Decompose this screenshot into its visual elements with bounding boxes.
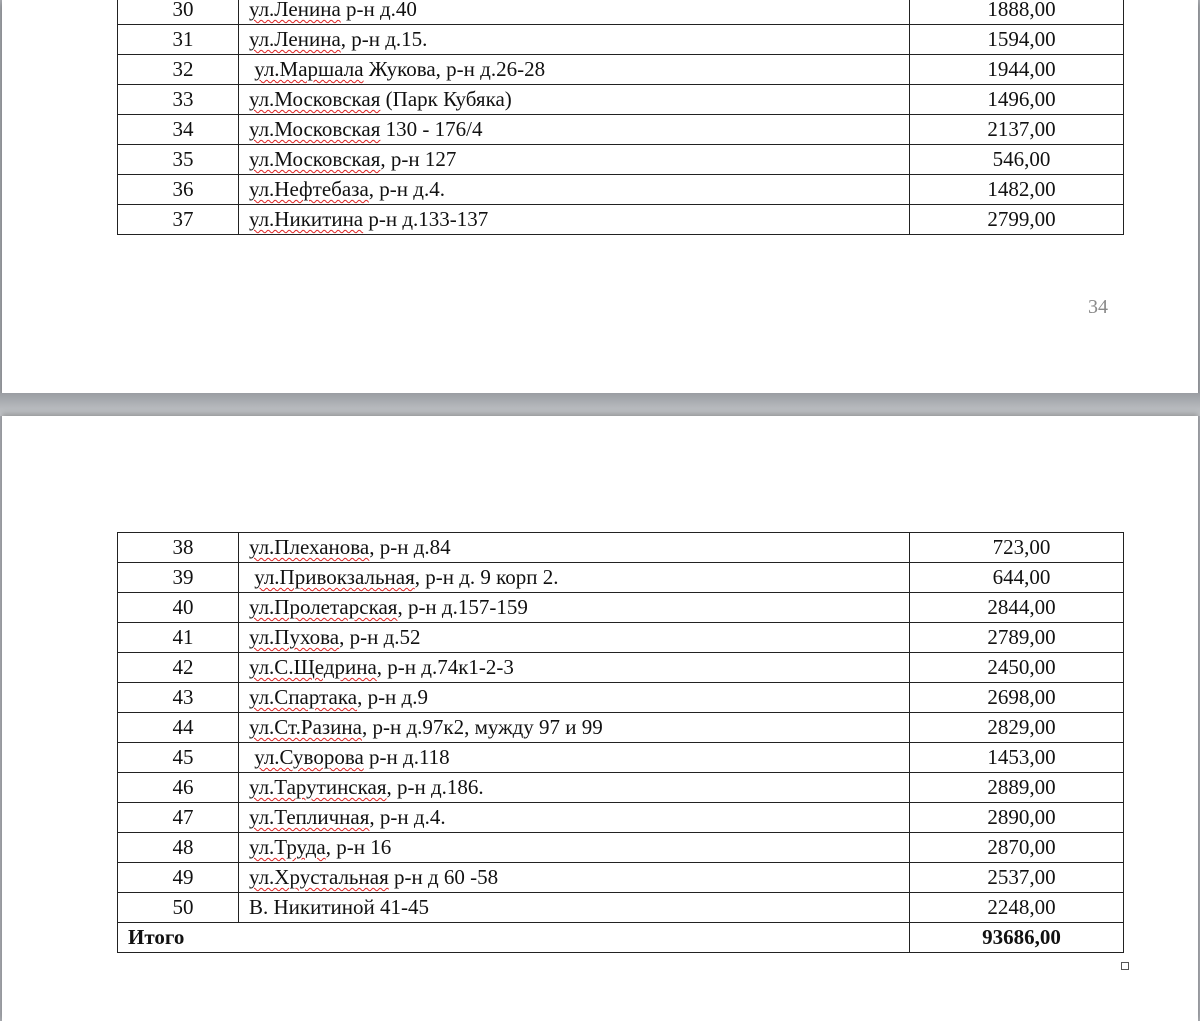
row-number: 50	[118, 893, 239, 923]
row-sum: 2829,00	[910, 713, 1124, 743]
row-address	[239, 893, 910, 923]
row-address	[239, 175, 910, 205]
address-rest: , р-н д.186.	[386, 775, 484, 799]
address-street: ул.Труда	[249, 835, 326, 859]
row-number: 44	[118, 713, 239, 743]
address-street: ул.Ленина	[249, 27, 341, 51]
address-street: ул.Ленина	[249, 0, 341, 21]
table-row	[118, 115, 1124, 145]
table-row	[118, 205, 1124, 235]
address-rest: , р-н д.74к1-2-3	[376, 655, 514, 679]
address-street: ул.Пролетарская	[249, 595, 398, 619]
address-street: ул.Маршала	[254, 57, 364, 81]
address-street: ул.Московская	[249, 87, 381, 111]
table-row	[118, 773, 1124, 803]
row-sum: 546,00	[910, 145, 1124, 175]
table-resize-handle[interactable]	[1121, 962, 1129, 970]
total-label: Итого	[118, 923, 910, 953]
address-rest: , р-н д.4.	[368, 177, 445, 201]
address-rest: р-н д.118	[363, 745, 450, 769]
address-rest: 130 - 176/4	[380, 117, 483, 141]
row-sum: 723,00	[910, 533, 1124, 563]
row-address	[239, 533, 910, 563]
address-rest: р-н д.40	[340, 0, 417, 21]
table-row	[118, 533, 1124, 563]
address-rest: р-н д.133-137	[363, 207, 489, 231]
row-sum: 1888,00	[910, 0, 1124, 25]
table-row	[118, 653, 1124, 683]
table-row	[118, 0, 1124, 25]
row-number: 39	[118, 563, 239, 593]
table-row	[118, 175, 1124, 205]
address-street: ул.Суворова	[254, 745, 364, 769]
table-row	[118, 85, 1124, 115]
row-number: 36	[118, 175, 239, 205]
address-rest: , р-н д. 9 корп 2.	[414, 565, 559, 589]
table-row	[118, 833, 1124, 863]
table-row	[118, 683, 1124, 713]
table-row	[118, 25, 1124, 55]
addresses-table-top	[117, 0, 1124, 235]
address-street: ул.С.Щедрина	[249, 655, 377, 679]
address-rest: , р-н д.84	[369, 535, 451, 559]
row-sum: 1453,00	[910, 743, 1124, 773]
row-number: 31	[118, 25, 239, 55]
row-address	[239, 563, 910, 593]
row-address	[239, 0, 910, 25]
address-street: ул.Московская	[249, 117, 381, 141]
row-address	[239, 683, 910, 713]
row-sum: 2698,00	[910, 683, 1124, 713]
address-street: ул.Тепличная	[249, 805, 370, 829]
row-address	[239, 85, 910, 115]
row-sum: 1482,00	[910, 175, 1124, 205]
row-address	[239, 25, 910, 55]
address-street: ул.Тарутинская	[249, 775, 387, 799]
row-address	[239, 205, 910, 235]
row-number: 47	[118, 803, 239, 833]
address-street: ул.Плеханова	[249, 535, 370, 559]
table-row	[118, 863, 1124, 893]
row-address	[239, 653, 910, 683]
table-body-top	[118, 0, 1124, 235]
address-rest: , р-н д.157-159	[397, 595, 528, 619]
address-rest: , р-н 16	[325, 835, 392, 859]
row-sum: 1594,00	[910, 25, 1124, 55]
table-row	[118, 593, 1124, 623]
row-number: 43	[118, 683, 239, 713]
row-sum: 2870,00	[910, 833, 1124, 863]
row-address	[239, 833, 910, 863]
row-sum: 2137,00	[910, 115, 1124, 145]
address-street: ул.Хрустальная	[249, 865, 389, 889]
row-address	[239, 145, 910, 175]
row-sum: 2248,00	[910, 893, 1124, 923]
total-sum: 93686,00	[910, 923, 1124, 953]
row-number: 41	[118, 623, 239, 653]
row-sum: 1944,00	[910, 55, 1124, 85]
address-rest: , р-н д.4.	[369, 805, 446, 829]
address-street: ул.Привокзальная	[254, 565, 415, 589]
row-address	[239, 803, 910, 833]
address-rest: (Парк Кубяка)	[380, 87, 512, 111]
table-row	[118, 145, 1124, 175]
row-number: 33	[118, 85, 239, 115]
address-rest: В. Никитиной 41-45	[249, 895, 429, 919]
row-number: 34	[118, 115, 239, 145]
row-sum: 2799,00	[910, 205, 1124, 235]
row-sum: 1496,00	[910, 85, 1124, 115]
address-rest: , р-н д.9	[357, 685, 428, 709]
page-gap	[0, 393, 1200, 416]
row-address	[239, 593, 910, 623]
table-row	[118, 55, 1124, 85]
address-rest: , р-н д.52	[339, 625, 421, 649]
row-sum: 644,00	[910, 563, 1124, 593]
row-number: 42	[118, 653, 239, 683]
table-body-bottom	[118, 533, 1124, 953]
page-number: 34	[1088, 296, 1108, 318]
addresses-table-bottom	[117, 532, 1124, 953]
table-row	[118, 743, 1124, 773]
row-sum: 2844,00	[910, 593, 1124, 623]
row-number: 45	[118, 743, 239, 773]
table-row	[118, 893, 1124, 923]
address-rest: , р-н д.97к2, мужду 97 и 99	[361, 715, 603, 739]
row-number: 48	[118, 833, 239, 863]
row-address	[239, 55, 910, 85]
row-sum: 2890,00	[910, 803, 1124, 833]
address-street: ул.Никитина	[249, 207, 364, 231]
row-number: 37	[118, 205, 239, 235]
address-rest: , р-н 127	[380, 147, 457, 171]
row-sum: 2889,00	[910, 773, 1124, 803]
address-street: ул.Московская	[249, 147, 381, 171]
row-address	[239, 623, 910, 653]
address-street: ул.Пухова	[249, 625, 340, 649]
table-row	[118, 713, 1124, 743]
row-number: 30	[118, 0, 239, 25]
document-page-top	[2, 0, 1198, 393]
document-page-bottom	[2, 416, 1198, 1021]
table-row	[118, 803, 1124, 833]
address-street: ул.Спартака	[249, 685, 358, 709]
table-row	[118, 563, 1124, 593]
row-sum: 2789,00	[910, 623, 1124, 653]
row-address	[239, 115, 910, 145]
address-rest: , р-н д.15.	[340, 27, 428, 51]
row-number: 35	[118, 145, 239, 175]
row-number: 49	[118, 863, 239, 893]
row-address	[239, 713, 910, 743]
row-address	[239, 773, 910, 803]
row-sum: 2537,00	[910, 863, 1124, 893]
row-sum: 2450,00	[910, 653, 1124, 683]
row-number: 32	[118, 55, 239, 85]
row-address	[239, 863, 910, 893]
table-row	[118, 623, 1124, 653]
row-number: 46	[118, 773, 239, 803]
total-row	[118, 923, 1124, 953]
address-rest: Жукова, р-н д.26-28	[363, 57, 546, 81]
address-street: ул.Ст.Разина	[249, 715, 362, 739]
address-street: ул.Нефтебаза	[249, 177, 369, 201]
row-number: 40	[118, 593, 239, 623]
row-number: 38	[118, 533, 239, 563]
address-rest: р-н д 60 -58	[388, 865, 499, 889]
row-address	[239, 743, 910, 773]
